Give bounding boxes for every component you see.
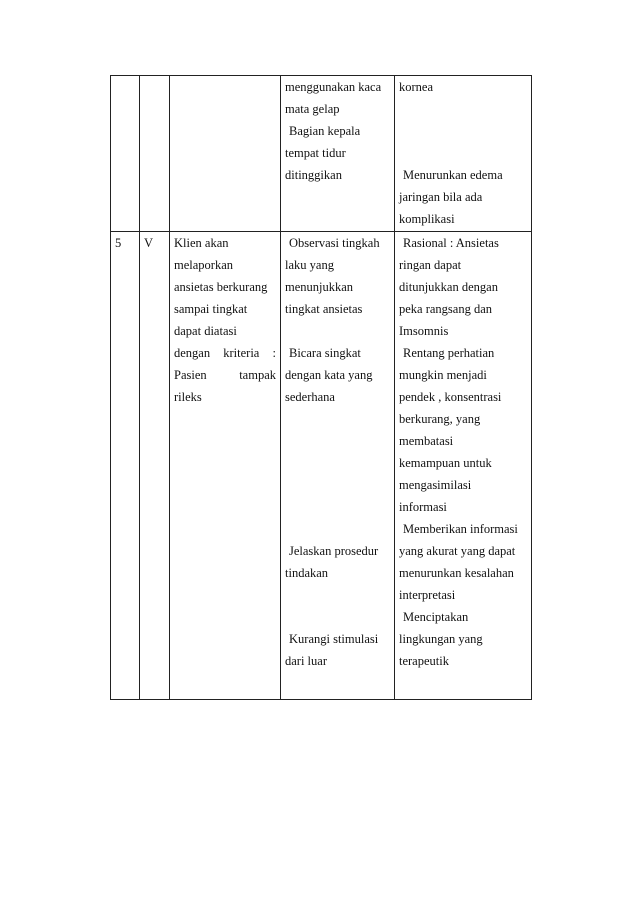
text-line: mengasimilasi: [399, 478, 472, 492]
text-line: Bicara singkat: [289, 346, 361, 360]
text-line: mata gelap: [285, 102, 340, 116]
text-line: informasi: [399, 500, 447, 514]
text-line: Imsomnis: [399, 324, 449, 338]
text-line: menggunakan kaca: [285, 80, 382, 94]
cell-goal: [170, 232, 281, 700]
cell-intervention: [281, 232, 395, 700]
text-line: berkurang, yang: [399, 412, 481, 426]
word: dengan: [174, 346, 211, 360]
text-line: yang akurat yang dapat: [399, 544, 516, 558]
text-line: terapeutik: [399, 654, 449, 668]
text-line: ditinggikan: [285, 168, 342, 182]
diagnosis-number: V: [144, 236, 154, 250]
text-line: dengan kata yang: [285, 368, 373, 382]
cell-goal-empty: [170, 76, 281, 232]
word: :: [272, 346, 276, 360]
text-line: kemampuan untuk: [399, 456, 492, 470]
text-line: Rentang perhatian: [403, 346, 495, 360]
text-line: menunjukkan: [285, 280, 354, 294]
text-line: Menciptakan: [403, 610, 469, 624]
text-line: sampai tingkat: [174, 302, 248, 316]
word: kriteria: [223, 346, 260, 360]
text-line: Memberikan informasi: [403, 522, 518, 536]
text-line: Bagian kepala: [289, 124, 361, 138]
text-line: tindakan: [285, 566, 329, 580]
text-line: Jelaskan prosedur: [289, 544, 379, 558]
text-line: Kurangi stimulasi: [289, 632, 379, 646]
word: Pasien: [174, 368, 207, 382]
text-line: sederhana: [285, 390, 335, 404]
cell-no-empty: [111, 76, 140, 232]
text-line: Klien akan: [174, 236, 229, 250]
text-line: tingkat ansietas: [285, 302, 363, 316]
row-number: 5: [115, 236, 122, 250]
nursing-care-table: [110, 75, 532, 700]
text-line: Observasi tingkah: [289, 236, 380, 250]
criteria-line: [174, 364, 280, 386]
text-line: ringan dapat: [399, 258, 462, 272]
cell-intervention: [281, 76, 395, 232]
text-line: kornea: [399, 80, 434, 94]
text-line: jaringan bila ada: [399, 190, 483, 204]
text-line: ditunjukkan dengan: [399, 280, 498, 294]
text-line: rileks: [174, 390, 202, 404]
text-line: Rasional : Ansietas: [403, 236, 499, 250]
word: tampak: [239, 368, 276, 382]
text-line: mungkin menjadi: [399, 368, 487, 382]
text-line: laku yang: [285, 258, 334, 272]
text-line: dapat diatasi: [174, 324, 237, 338]
cell-no: [111, 232, 140, 700]
table-row-5: [111, 232, 532, 700]
text-line: membatasi: [399, 434, 454, 448]
cell-dx-empty: [140, 76, 170, 232]
text-line: tempat tidur: [285, 146, 346, 160]
cell-rationale: [395, 232, 532, 700]
criteria-line: [174, 342, 280, 364]
text-line: interpretasi: [399, 588, 456, 602]
text-line: melaporkan: [174, 258, 234, 272]
text-line: pendek , konsentrasi: [399, 390, 502, 404]
text-line: ansietas berkurang: [174, 280, 268, 294]
table-row-continued: [111, 76, 532, 232]
text-line: lingkungan yang: [399, 632, 483, 646]
cell-dx: [140, 232, 170, 700]
text-line: Menurunkan edema: [403, 168, 503, 182]
text-line: dari luar: [285, 654, 327, 668]
text-line: peka rangsang dan: [399, 302, 493, 316]
text-line: komplikasi: [399, 212, 455, 226]
cell-rationale: [395, 76, 532, 232]
text-line: menurunkan kesalahan: [399, 566, 514, 580]
